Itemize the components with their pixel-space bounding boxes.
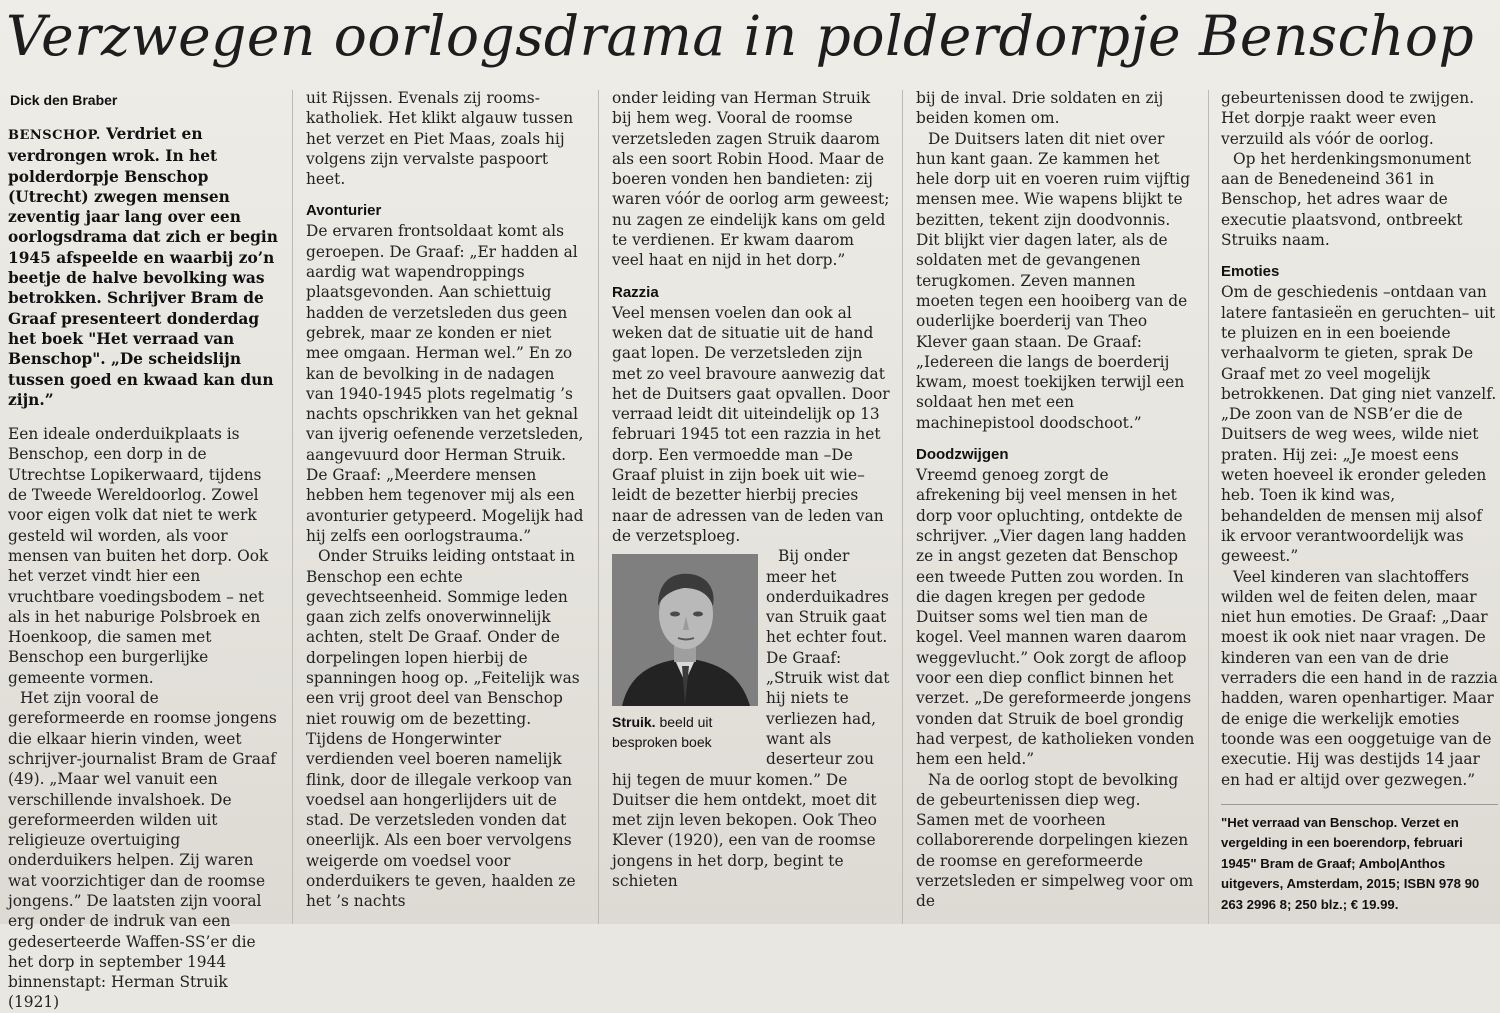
subhead-razzia: Razzia bbox=[612, 283, 659, 301]
column-divider bbox=[598, 90, 599, 924]
col4-paragraph-4: Na de oorlog stopt de bevolking de gebeurtenissen diep weg. Samen met de voorheen collaborerende dorpelingen kiezen de roomse en gereformeerde verzetsleden er simpelweg voor om de bbox=[916, 770, 1194, 911]
col1-paragraph-2: Het zijn vooral de gereformeerde en roomse jongens die elkaar hierin vinden, weet schrijver-journalist Bram de Graaf (49). „Maar wel vanuit een verschillende invalshoek. De gereformeerden wilden uit religieuze overtuiging onderduikers helpen. Zij waren wat voorzichtiger dan de roomse jongens.” De laatsten zijn vooral erg onder de indruk van een gedeserteerde Waffen-SS’er die het dorp in september 1944 binnenstapt: Herman Struik (1921) bbox=[8, 689, 277, 1012]
column-divider bbox=[902, 90, 903, 924]
column-2 bbox=[306, 88, 586, 924]
col3-paragraph-1: onder leiding van Herman Struik bij hem weg. Vooral de roomse verzetsleden zagen Struik daarom als een soort Robin Hood. Maar de boeren vonden hen bandieten: zij waren vóór de oorlog arm geweest; nu zagen ze eindelijk kans om geld te verdienen. Er kwam daarom veel haat en nijd in het dorp.” bbox=[612, 89, 890, 270]
col4-paragraph-1: bij de inval. Drie soldaten en zij beiden komen om. bbox=[916, 89, 1164, 128]
subhead-avonturier: Avonturier bbox=[306, 202, 382, 220]
headline: Verzwegen oorlogsdrama in polderdorpje Benschop bbox=[6, 4, 1475, 68]
col2-paragraph-1: uit Rijssen. Evenals zij rooms-katholiek. Het klikt algauw tussen het verzet en Piet Maas, zoals hij volgens zijn vervalste paspoort heet. bbox=[306, 89, 574, 189]
col3-paragraph-2-text: Veel mensen voelen dan ook al weken dat de situatie uit de hand gaat lopen. De verzetsleden zijn met zo veel bravoure aanwezig dat het de Duitsers gaat opvallen. Door verraad leidt dit uiteindelijk op 13 februari 1945 tot een razzia in het dorp. Een vermoedde man –De Graaf pluist in zijn boek uit wie– leidt de bezetter hierbij precies naar de adressen van de leden van de verzetsploeg. bbox=[612, 303, 890, 545]
subhead-doodzwijgen: Doodzwijgen bbox=[916, 446, 1009, 464]
column-5 bbox=[1221, 88, 1498, 924]
col3-paragraph-2 bbox=[612, 303, 890, 547]
photo-caption-text: beeld uit besproken boek bbox=[612, 714, 713, 751]
column-1 bbox=[8, 88, 280, 1012]
col4-paragraph-3: Vreemd genoeg zorgt de afrekening bij veel mensen in het dorp voor opluchting, ontdekte de schrijver. „Vier dagen lang hadden ze in angst gezeten dat Benschop een tweede Putten zou worden. In die dagen kregen per gedode Duitser soms wel tien man de kogel. Veel mannen waren daarom weggevlucht.” Ook zorgt de afloop voor een diep conflict binnen het verzet. „De gereformeerde jongens vonden dat Struik de boel grondig had verpest, de katholieken vonden hem een held.” bbox=[916, 466, 1195, 769]
col5-paragraph-2: Op het herdenkingsmonument aan de Benedeneind 361 in Benschop, het adres waar de executie plaatsvond, ontbreekt Struiks naam. bbox=[1221, 149, 1472, 250]
col5-paragraph-3: Om de geschiedenis –ontdaan van latere fantasieën en geruchten– uit te pluizen en in een boeiende verhaalvorm te gieten, sprak De Graaf met zo veel mogelijk betrokkenen. Dat ging niet vanzelf. „De zoon van de NSB’er die de Duitsers de weg wees, wilde niet praten. Hij zei: „Je moest eens weten hoeveel ik eronder geleden heb. Toen ik kind was, behandelden de mensen mij alsof ik ervoor verantwoordelijk was geweest.” bbox=[1221, 283, 1497, 566]
subhead-emoties: Emoties bbox=[1221, 263, 1280, 281]
lead-text: Verdriet en verdrongen wrok. In het polderdorpje Benschop (Utrecht) zwegen mensen zeventig jaar lang over een oorlogsdrama dat zich er begin 1945 afspeelde en waarbij zo’n beetje de halve bevolking was betrokken. Schrijver Bram de Graaf presenteert donderdag het boek "Het verraad van Benschop". „De scheidslijn tussen goed en kwaad kan dun zijn.” bbox=[8, 125, 278, 409]
lead-paragraph bbox=[8, 124, 280, 410]
col4-paragraph-2: De Duitsers laten dit niet over hun kant gaan. Ze kammen het hele dorp uit en voeren ruim vijftig mensen mee. Wie wapens blijkt te bezitten, tekent zijn doodvonnis. Dit blijkt vier dagen later, als de soldaten met de gevangenen terugkomen. Zeven mannen moeten tegen een hooiberg van de ouderlijke boerderij van Theo Klever gaan staan. De Graaf: „Iedereen die langs de boerderij kwam, moest toekijken terwijl een soldaat hen met een machinepistool doodschoot.” bbox=[916, 129, 1191, 432]
col3-paragraph-3: Bij onder meer het onderduikadres van Struik gaat het echter fout. De Graaf: „Struik wist dat hij niets te verliezen had, want als deserteur zou hij tegen de muur komen.” De Duitser die hem ontdekt, moet dit met zijn leven bekopen. Ook Theo Klever (1920), een van de roomse jongens in het dorp, begint te schieten bbox=[612, 547, 890, 890]
photo-caption bbox=[612, 712, 758, 752]
column-divider bbox=[1208, 90, 1209, 924]
portrait-photo-icon bbox=[612, 554, 758, 706]
column-4 bbox=[916, 88, 1196, 924]
dateline: BENSCHOP. bbox=[8, 128, 101, 143]
book-footnote: "Het verraad van Benschop. Verzet en vergelding in een boerendorp, februari 1945" Bram de Graaf; Ambo|Anthos uitgevers, Amsterdam, 2015; ISBN 978 90 263 2996 8; 250 blz.; € 19.99. bbox=[1221, 804, 1498, 916]
col1-paragraph-1: Een ideale onderduikplaats is Benschop, een dorp in de Utrechtse Lopikerwaard, tijdens de Tweede Wereldoorlog. Zowel voor eigen volk dat niet te werk gesteld wil worden, als voor mensen van buiten het dorp. Ook het verzet vindt hier een vruchtbare voedingsbodem – net als in het naburige Polsbroek en Hoenkoop, die samen met Benschop een burgerlijke gemeente vormen. bbox=[8, 425, 269, 687]
column-divider bbox=[292, 90, 293, 924]
column-3 bbox=[612, 88, 890, 924]
photo-figure bbox=[612, 554, 758, 752]
col5-paragraph-1: gebeurtenissen dood te zwijgen. Het dorpje raakt weer even verzuild als vóór de oorlog. bbox=[1221, 89, 1475, 148]
col5-paragraph-4: Veel kinderen van slachtoffers wilden wel de feiten delen, maar niet hun emoties. De Graaf: „Daar moest ik ook niet naar vragen. De kinderen van een van de drie verraders die een hand in de razzia hadden, waren openhartiger. Maar de enige die werkelijk emoties toonde was een ooggetuige van de executie. Hij was destijds 14 jaar en had er altijd over gezwegen.” bbox=[1221, 567, 1498, 789]
byline: Dick den Braber bbox=[10, 92, 118, 108]
col2-paragraph-3: Onder Struiks leiding ontstaat in Benschop een echte gevechtseenheid. Sommige leden gaan zich zelfs onoverwinnelijk achten, stelt De Graaf. Onder de dorpelingen lopen hierbij de spanningen hoog op. „Feitelijk was een vrij groot deel van Benschop niet rouwig om de bezetting. Tijdens de Hongerwinter verdienden veel boeren namelijk flink, door de illegale verkoop van voedsel aan hongerlijders uit de stad. De verzetsleden vonden dat oneerlijk. Als een boer vervolgens weigerde om voedsel voor onderduikers te geven, haalden ze het ’s nachts bbox=[306, 547, 580, 911]
photo-caption-name: Struik. bbox=[612, 714, 656, 731]
col2-paragraph-2: De ervaren frontsoldaat komt als geroepen. De Graaf: „Er hadden al aardig wat wapendroppings plaatsgevonden. Aan schiettuig hadden de verzetsleden dus geen gebrek, maar ze konden er niet mee omgaan. Herman wel.” En zo kan de bevolking in de nadagen van 1940-1945 plots regelmatig ’s nachts opschrikken van het geknal van ijverig oefenende verzetsleden, aangevuurd door Herman Struik. De Graaf: „Meerdere mensen hebben hem tegenover mij als een avonturier getypeerd. Mogelijk had hij zelfs een oorlogstrauma.” bbox=[306, 222, 584, 545]
